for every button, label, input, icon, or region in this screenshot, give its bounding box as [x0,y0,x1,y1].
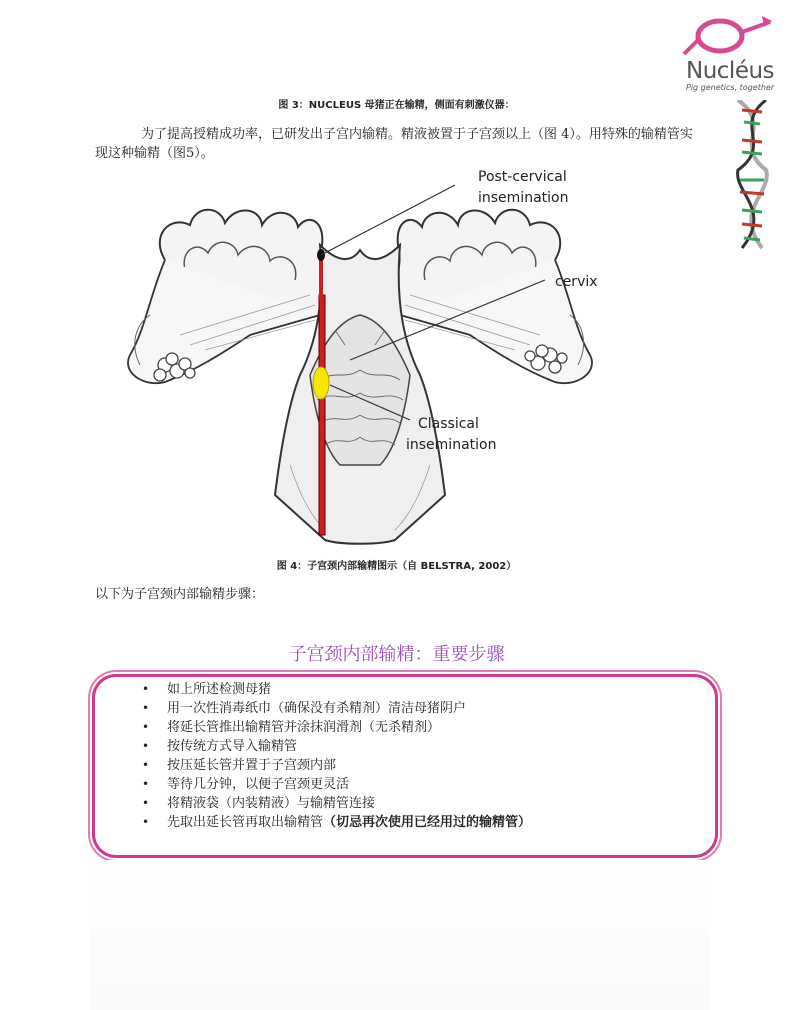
last-step-text: 先取出延长管再取出输精管 [167,815,324,830]
step-item: • 如上所述检测母猪 [140,680,531,699]
logo-name: Nucléus [686,58,775,84]
cervix-label: cervix [555,274,598,290]
step-item: • 将精液袋（内装精液）与输精管连接 [140,794,531,813]
figure-3-caption: 图 3：NUCLEUS 母猪正在输精，侧面有刺激仪器： [278,100,515,111]
step-item: • 用一次性消毒纸巾（确保没有杀精剂）清洁母猪阴户 [140,699,531,718]
step-item: • 按压延长管并置于子宫颈内部 [140,756,531,775]
classical-label-line2: insemination [406,437,497,453]
post-cervical-label [478,167,568,209]
post-cervical-label-line2: insemination [478,190,569,206]
step-item: • 按传统方式导入输精管 [140,737,531,756]
steps-list [140,680,531,832]
steps-intro: 以下为子宫颈内部输精步骤： [95,587,265,602]
figure-4-caption: 图 4：子宫颈内部输精图示（自 BELSTRA, 2002） [276,561,517,572]
cervix-diagram [110,165,610,545]
intro-paragraph: 为了提高授精成功率，已研发出子宫内输精。精液被置于子宫颈以上（图 4）。用特殊的输精管实现这种输精（图5）。 [95,127,693,161]
dna-helix-icon [728,100,776,250]
nucleus-logo [680,10,785,100]
gender-symbol-icon [680,10,785,62]
classical-label-line1: Classical [418,416,479,432]
page-bottom-area [90,860,710,1010]
post-cervical-label-line1: Post-cervical [478,169,567,185]
classical-label [406,414,496,456]
steps-heading: 子宫颈内部输精：重要步骤 [288,644,505,665]
last-step-warning: （切忌再次使用已经用过的输精管） [323,815,532,830]
step-item: • 将延长管推出输精管并涂抹润滑剂（无杀精剂） [140,718,531,737]
step-item-last [140,813,531,832]
step-item: • 等待几分钟，以便子宫颈更灵活 [140,775,531,794]
logo-tagline: Pig genetics, together [686,83,775,92]
